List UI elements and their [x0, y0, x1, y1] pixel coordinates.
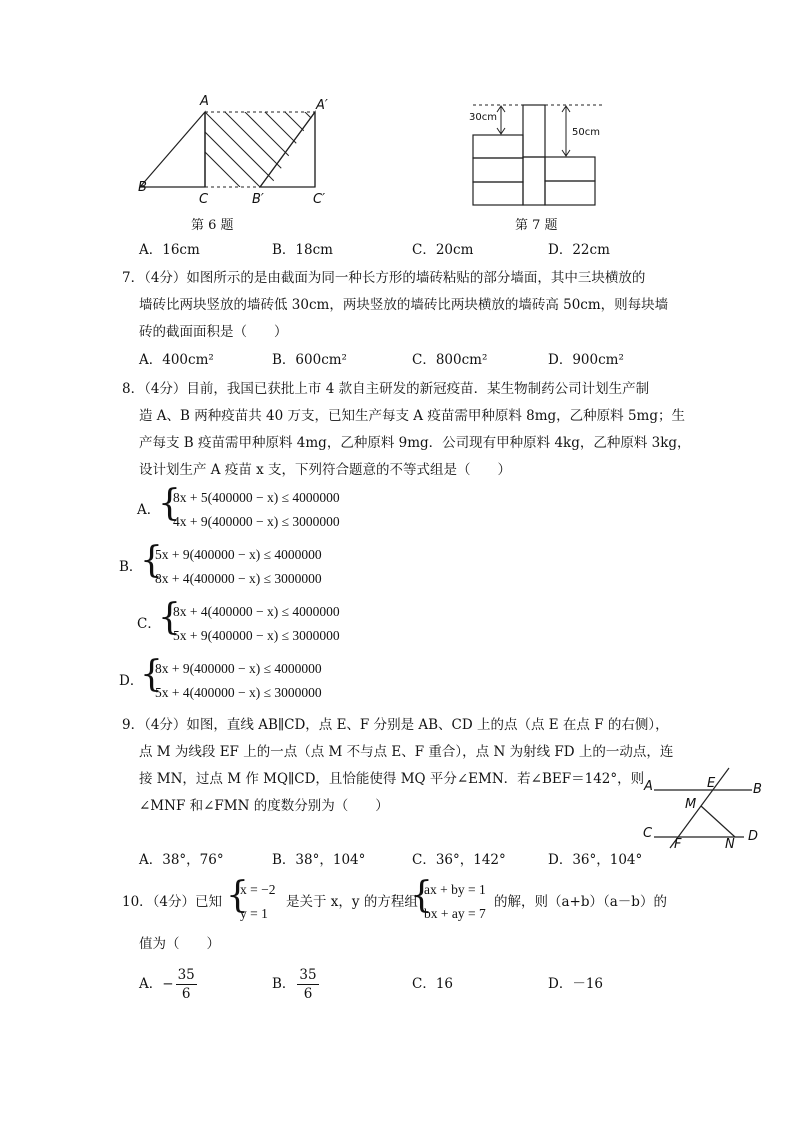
q8-stem-line-3: 产每支 B 疫苗需甲种原料 4mg，乙种原料 9mg．公司现有甲种原料 4kg，乙种原料 3kg， — [139, 435, 691, 451]
q10-option-b-denominator: 6 — [303, 986, 313, 1002]
q9-stem-line-4: ∠MNF 和∠FMN 的度数分别为（ ） — [139, 798, 389, 814]
q8-option-d-eq2: 5x + 4(400000 − x) ≤ 3000000 — [155, 685, 322, 700]
q7-stem-line-3: 砖的截面面积是（ ） — [139, 324, 288, 340]
q9-option-a[interactable]: A．38°，76° — [139, 852, 224, 868]
fig9-label-e: E — [707, 776, 716, 791]
q10-option-b[interactable] — [272, 966, 321, 1003]
q9-option-b[interactable]: B．38°，104° — [272, 852, 366, 868]
q9-option-c[interactable]: C．36°，142° — [412, 852, 506, 868]
q8-option-b-eq1: 5x + 9(400000 − x) ≤ 4000000 — [155, 547, 322, 562]
q10-option-b-label: B． — [272, 976, 296, 992]
fig7-dim-30cm: 30cm — [469, 112, 497, 123]
q10-solution-x: x = −2 — [240, 882, 276, 897]
q8-option-a-eq1: 8x + 5(400000 − x) ≤ 4000000 — [173, 490, 340, 505]
q7-stem-line-2: 墙砖比两块竖放的墙砖低 30cm，两块竖放的墙砖比两块横放的墙砖高 50cm，则每块墙 — [139, 297, 669, 313]
q8-stem-line-2: 造 A、B 两种疫苗共 40 万支，已知生产每支 A 疫苗需甲种原料 8mg，乙种原料 5mg；生 — [139, 408, 685, 424]
q7-option-c[interactable]: C．800cm² — [412, 352, 488, 368]
fig6-label-c-prime: C′ — [313, 192, 326, 207]
q10-eq1: ax + by = 1 — [424, 882, 486, 897]
fig9-label-m: M — [685, 797, 697, 812]
fig9-label-a: A — [644, 779, 653, 794]
fig9-label-d: D — [748, 829, 759, 844]
q7-stem-line-1: 7．（4分）如图所示的是由截面为同一种长方形的墙砖粘贴的部分墙面，其中三块横放的 — [122, 270, 646, 286]
q8-option-a-eq2: 4x + 9(400000 − x) ≤ 3000000 — [173, 514, 340, 529]
q10-option-a-label: A．− — [139, 976, 174, 992]
q8-option-c-eq1: 8x + 4(400000 − x) ≤ 4000000 — [173, 604, 340, 619]
q8-option-b-brace: { — [140, 540, 163, 581]
fig9-label-f: F — [674, 837, 682, 852]
q10-option-a-denominator: 6 — [181, 986, 191, 1002]
q8-option-d-eq1: 8x + 9(400000 − x) ≤ 4000000 — [155, 661, 322, 676]
q10-prefix: 10．（4分）已知 — [122, 894, 223, 910]
q10-eq2: bx + ay = 7 — [424, 906, 486, 921]
q6-option-c[interactable]: C．20cm — [412, 242, 474, 258]
q8-option-c-label: C． — [137, 616, 161, 632]
q7-option-b[interactable]: B．600cm² — [272, 352, 347, 368]
q9-stem-line-3: 接 MN，过点 M 作 MQ∥CD，且恰能使得 MQ 平分∠EMN．若∠BEF＝142°，则 — [139, 771, 645, 787]
q9-option-d[interactable]: D．36°，104° — [548, 852, 643, 868]
q10-option-b-numerator: 35 — [299, 967, 317, 983]
q6-option-b[interactable]: B．18cm — [272, 242, 333, 258]
q8-option-b-eq2: 8x + 4(400000 − x) ≤ 3000000 — [155, 571, 322, 586]
q8-option-b-label: B． — [119, 559, 143, 575]
q10-system-brace: { — [410, 875, 433, 916]
q8-option-d-brace: { — [140, 654, 163, 695]
fig7-dim-50cm: 50cm — [572, 127, 600, 138]
q8-option-c-eq2: 5x + 9(400000 − x) ≤ 3000000 — [173, 628, 340, 643]
fig6-label-a: A — [200, 94, 209, 109]
fig6-label-b: B — [138, 180, 147, 195]
fig9-label-b: B — [753, 782, 762, 797]
q10-solution-brace: { — [226, 875, 249, 916]
fig7-caption: 第 7 题 — [515, 218, 558, 233]
q10-option-a-numerator: 35 — [177, 967, 195, 983]
q9-stem-line-2: 点 M 为线段 EF 上的一点（点 M 不与点 E、F 重合），点 N 为射线 FD 上的一动点，连 — [139, 744, 674, 760]
fig6-label-c: C — [199, 192, 209, 207]
q10-solution-y: y = 1 — [240, 906, 268, 921]
q7-option-a[interactable]: A．400cm² — [139, 352, 214, 368]
q8-option-c-brace: { — [158, 597, 181, 638]
q8-option-d-label: D． — [119, 673, 144, 689]
q8-option-a-label: A． — [137, 502, 161, 518]
q6-option-d[interactable]: D．22cm — [548, 242, 610, 258]
q8-option-a-brace: { — [158, 483, 181, 524]
q6-option-a[interactable]: A．16cm — [139, 242, 200, 258]
figure-9-diagram — [640, 760, 780, 855]
q8-stem-line-1: 8．（4分）目前，我国已获批上市 4 款自主研发的新冠疫苗．某生物制药公司计划生产制 — [122, 381, 650, 397]
fig9-label-c: C — [643, 826, 653, 841]
fig6-caption: 第 6 题 — [191, 218, 234, 233]
q10-option-a[interactable] — [139, 966, 199, 1003]
q10-stem-line-2: 值为（ ） — [139, 936, 220, 952]
q7-option-d[interactable]: D．900cm² — [548, 352, 624, 368]
fig9-label-n: N — [725, 837, 735, 852]
fig6-label-b-prime: B′ — [252, 192, 264, 207]
q10-option-c[interactable]: C．16 — [412, 976, 454, 992]
q9-stem-line-1: 9．（4分）如图，直线 AB∥CD，点 E、F 分别是 AB、CD 上的点（点 E 在点 F 的右侧）， — [122, 717, 669, 733]
q10-option-d[interactable]: D．－16 — [548, 976, 604, 992]
fig6-label-a-prime: A′ — [316, 98, 328, 113]
q8-stem-line-4: 设计划生产 A 疫苗 x 支，下列符合题意的不等式组是（ ） — [139, 462, 512, 478]
q10-suffix: 的解，则（a+b）（a－b）的 — [494, 894, 667, 910]
q10-middle: 是关于 x，y 的方程组 — [286, 894, 418, 910]
